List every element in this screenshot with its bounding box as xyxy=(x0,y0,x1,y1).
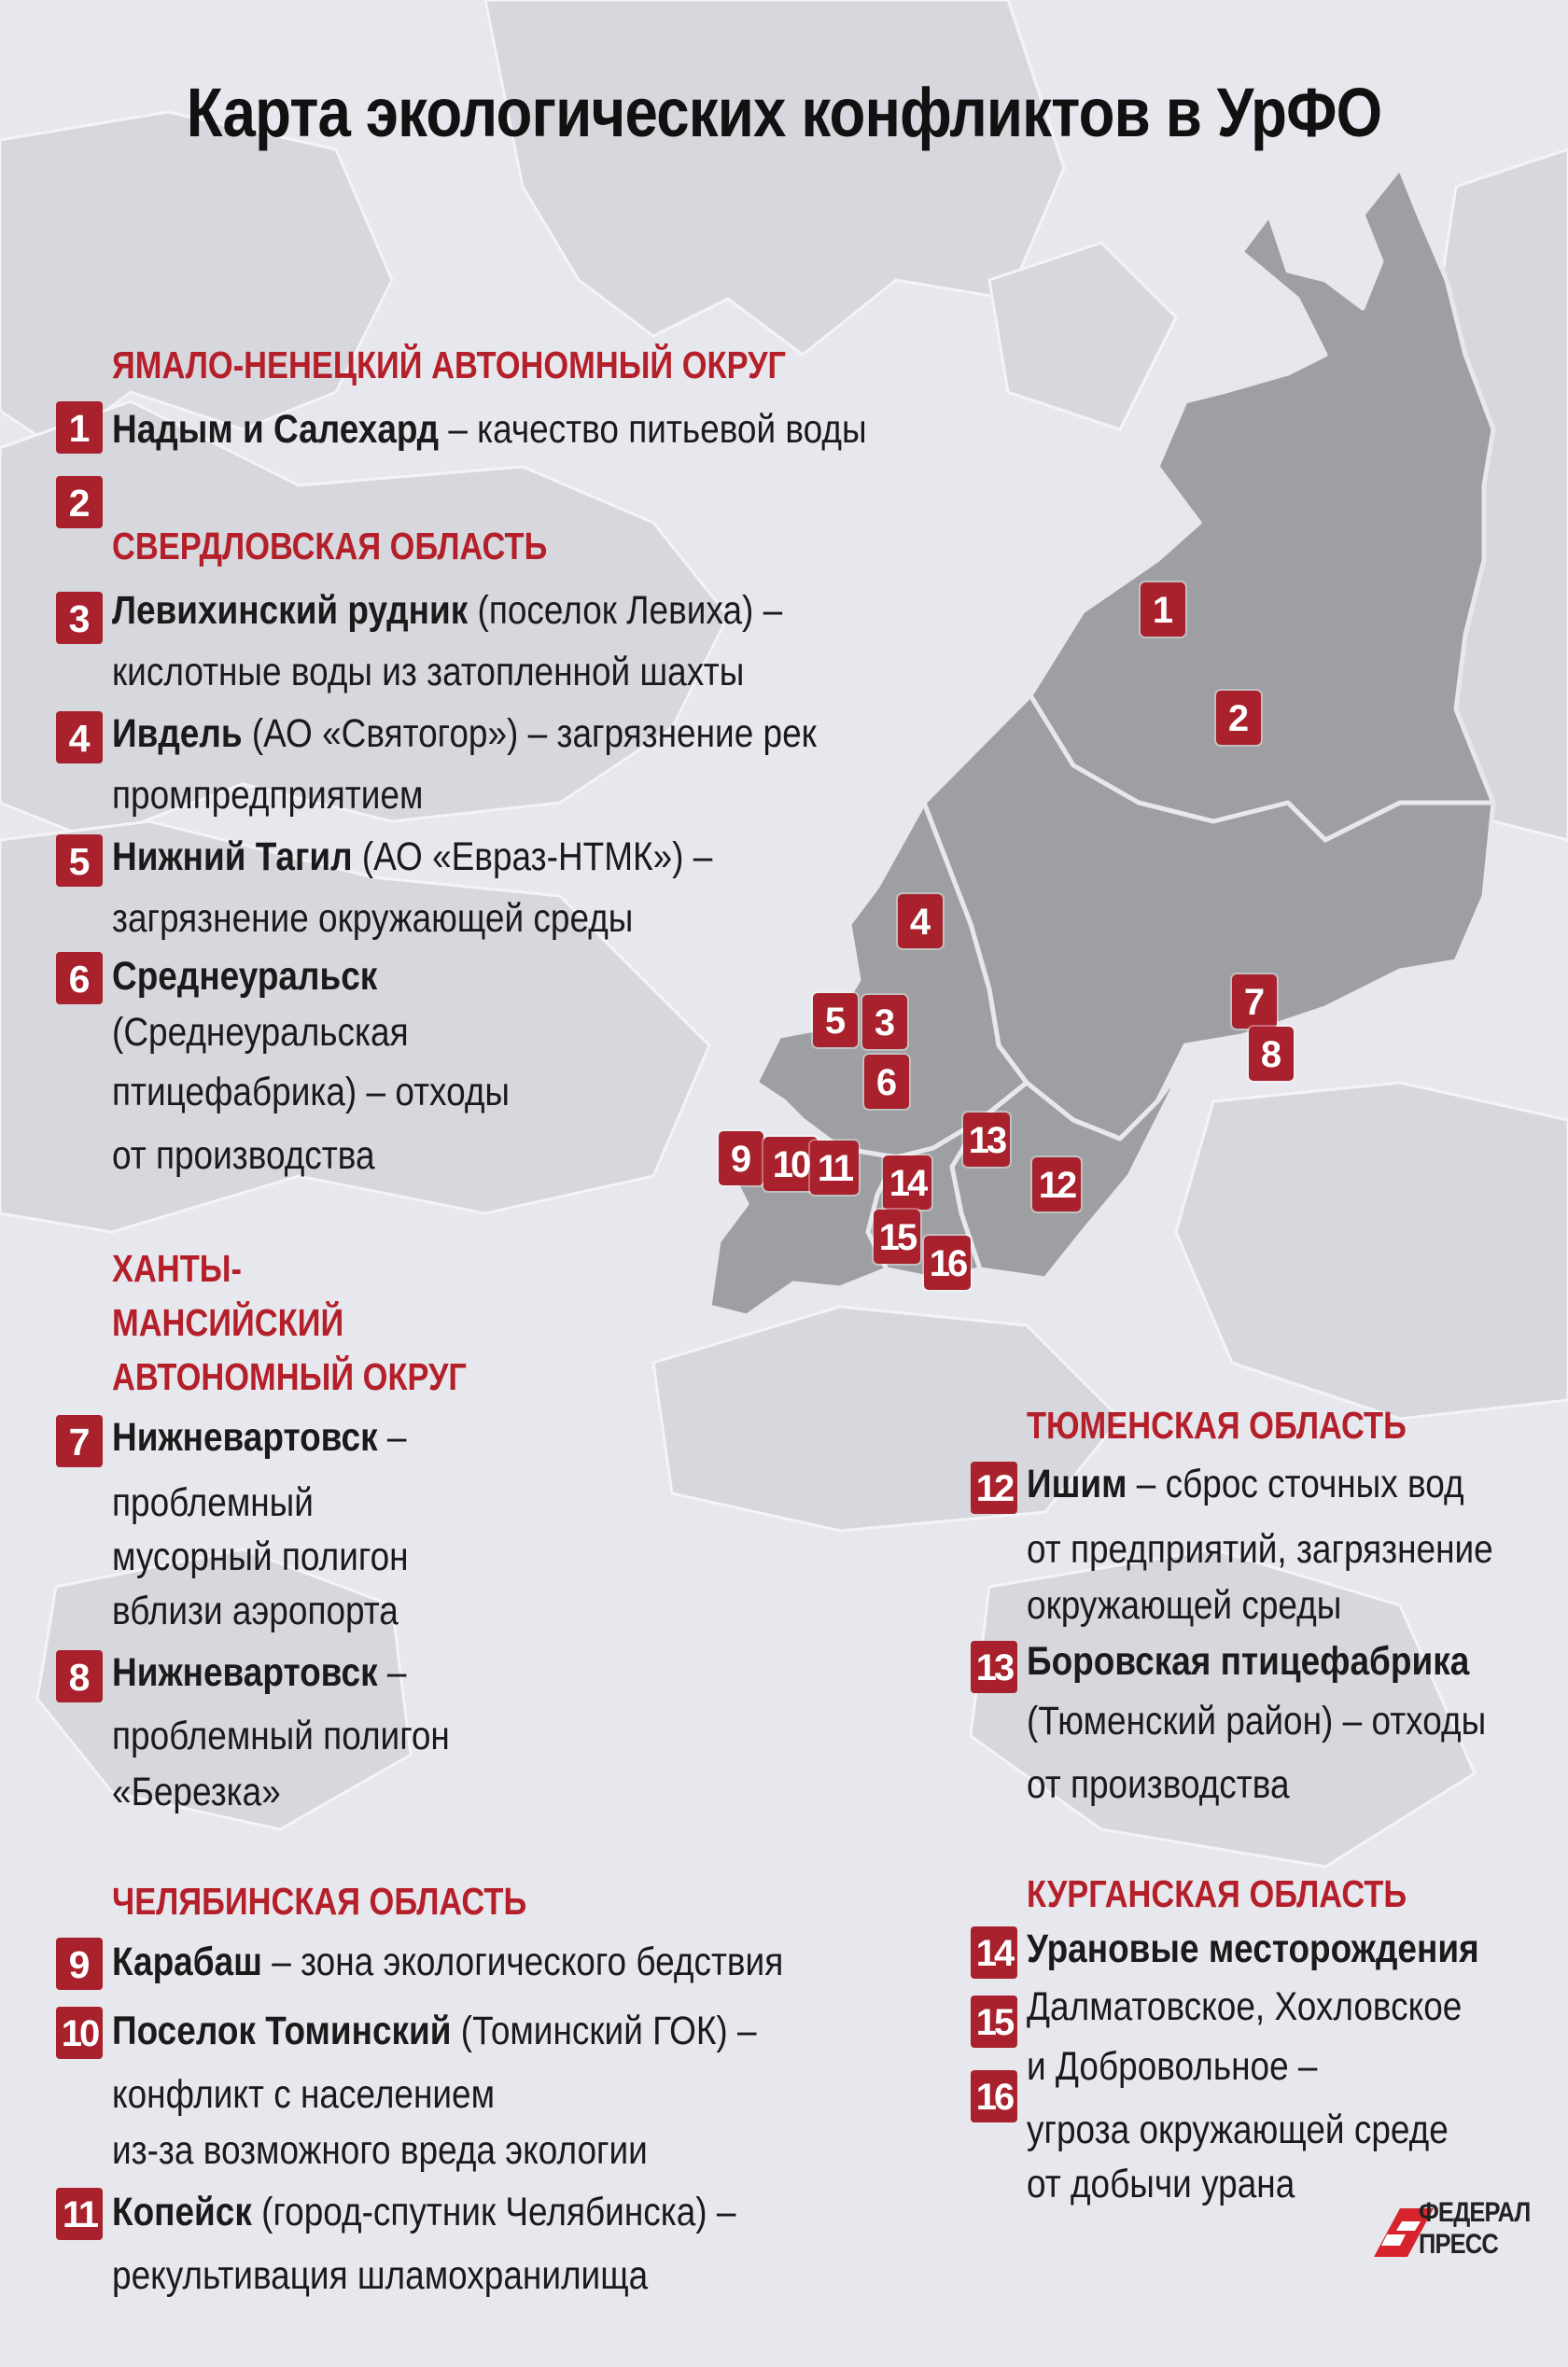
map-marker-10[interactable]: 10 xyxy=(763,1137,818,1191)
badge-12: 12 xyxy=(971,1462,1017,1514)
region-heading-khmao-1: МАНСИЙСКИЙ xyxy=(112,1301,344,1344)
badge-3: 3 xyxy=(56,592,103,644)
region-heading-tyumen: ТЮМЕНСКАЯ ОБЛАСТЬ xyxy=(1027,1404,1407,1447)
badge-7: 7 xyxy=(56,1415,103,1467)
region-heading-sverdlovsk: СВЕРДЛОВСКАЯ ОБЛАСТЬ xyxy=(112,525,548,567)
entry-14-16-line-0: Урановые месторождения xyxy=(1027,1926,1479,1971)
entry-14-16-line-4: от добычи урана xyxy=(1027,2162,1295,2206)
logo-text-line-2: ПРЕСС xyxy=(1419,2229,1498,2260)
entry-10-line-1: конфликт с населением xyxy=(112,2072,496,2117)
entry-6-line-0: Среднеуральск xyxy=(112,954,378,999)
entry-4-line-0: Ивдель (АО «Святогор») – загрязнение рек xyxy=(112,711,817,756)
entry-3-line-1: кислотные воды из затопленной шахты xyxy=(112,650,745,694)
logo-text-line-1: ФЕДЕРАЛ xyxy=(1419,2197,1531,2228)
entry-10-line-2: из-за возможного вреда экологии xyxy=(112,2128,648,2173)
entry-5-line-0: Нижний Тагил (АО «Евраз-НТМК») – xyxy=(112,834,713,879)
badge-11: 11 xyxy=(56,2188,103,2240)
map-marker-13[interactable]: 13 xyxy=(963,1113,1010,1167)
map-marker-1[interactable]: 1 xyxy=(1141,582,1185,637)
entry-7-line-3: вблизи аэропорта xyxy=(112,1589,399,1633)
badge-2: 2 xyxy=(56,476,103,528)
map-marker-4[interactable]: 4 xyxy=(898,894,943,948)
entry-6-line-2: птицефабрика) – отходы xyxy=(112,1070,511,1114)
entry-14-16-line-3: угроза окружающей среде xyxy=(1027,2108,1449,2152)
entry-8-line-0: Нижневартовск – xyxy=(112,1650,407,1695)
map-marker-9[interactable]: 9 xyxy=(719,1131,763,1185)
badge-16: 16 xyxy=(971,2070,1017,2122)
map-marker-15[interactable]: 15 xyxy=(874,1210,920,1264)
badge-4: 4 xyxy=(56,711,103,763)
map-marker-8[interactable]: 8 xyxy=(1249,1027,1294,1081)
entry-5-line-1: загрязнение окружающей среды xyxy=(112,896,634,941)
map-marker-3[interactable]: 3 xyxy=(862,995,907,1049)
entry-4-line-1: промпредприятием xyxy=(112,773,424,818)
entry-1-line-0: Надым и Салехард – качество питьевой воды xyxy=(112,407,867,452)
entry-14-16-line-1: Далматовское, Хохловское xyxy=(1027,1984,1463,2029)
entry-3-line-0: Левихинский рудник (поселок Левиха) – xyxy=(112,588,783,633)
entry-11-line-1: рекультивация шламохранилища xyxy=(112,2253,649,2298)
page-title: Карта экологических конфликтов в УрФО xyxy=(186,74,1382,151)
map-marker-2[interactable]: 2 xyxy=(1216,691,1261,745)
region-heading-khmao-2: АВТОНОМНЫЙ ОКРУГ xyxy=(112,1355,467,1398)
map-marker-6[interactable]: 6 xyxy=(864,1055,909,1109)
entry-10-line-0: Поселок Томинский (Томинский ГОК) – xyxy=(112,2009,757,2053)
map-marker-5[interactable]: 5 xyxy=(813,993,858,1047)
map-marker-7[interactable]: 7 xyxy=(1232,974,1277,1029)
entry-9-line-0: Карабаш – зона экологического бедствия xyxy=(112,1940,784,1984)
badge-13: 13 xyxy=(971,1641,1017,1693)
badge-1: 1 xyxy=(56,401,103,454)
map-marker-14[interactable]: 14 xyxy=(883,1155,931,1210)
badge-14: 14 xyxy=(971,1926,1017,1979)
badge-8: 8 xyxy=(56,1650,103,1702)
map-marker-16[interactable]: 16 xyxy=(924,1236,971,1290)
entry-12-line-1: от предприятий, загрязнение xyxy=(1027,1527,1493,1572)
entry-7-line-1: проблемный xyxy=(112,1480,314,1525)
badge-15: 15 xyxy=(971,1996,1017,2048)
badge-10: 10 xyxy=(56,2007,103,2059)
entry-12-line-2: окружающей среды xyxy=(1027,1583,1342,1628)
entry-8-line-2: «Березка» xyxy=(112,1770,281,1814)
entry-13-line-1: (Тюменский район) – отходы xyxy=(1027,1699,1487,1744)
entry-7-line-0: Нижневартовск – xyxy=(112,1415,407,1460)
region-heading-chelyabinsk: ЧЕЛЯБИНСКАЯ ОБЛАСТЬ xyxy=(112,1880,527,1923)
entry-8-line-1: проблемный полигон xyxy=(112,1714,450,1758)
entry-12-line-0: Ишим – сброс сточных вод xyxy=(1027,1462,1464,1506)
badge-6: 6 xyxy=(56,952,103,1004)
region-heading-yamal: ЯМАЛО-НЕНЕЦКИЙ АВТОНОМНЫЙ ОКРУГ xyxy=(112,343,787,386)
map-marker-11[interactable]: 11 xyxy=(810,1141,859,1195)
entry-13-line-2: от производства xyxy=(1027,1762,1290,1807)
entry-11-line-0: Копейск (город-спутник Челябинска) – xyxy=(112,2190,736,2234)
badge-9: 9 xyxy=(56,1938,103,1990)
badge-5: 5 xyxy=(56,834,103,887)
entry-13-line-0: Боровская птицефабрика xyxy=(1027,1639,1470,1684)
entry-14-16-line-2: и Добровольное – xyxy=(1027,2044,1318,2089)
entry-6-line-1: (Среднеуральская xyxy=(112,1010,409,1055)
entry-6-line-3: от производства xyxy=(112,1133,375,1178)
region-heading-khmao-0: ХАНТЫ- xyxy=(112,1247,242,1290)
region-heading-kurgan: КУРГАНСКАЯ ОБЛАСТЬ xyxy=(1027,1872,1407,1915)
map-marker-12[interactable]: 12 xyxy=(1032,1157,1081,1212)
entry-7-line-2: мусорный полигон xyxy=(112,1534,409,1579)
